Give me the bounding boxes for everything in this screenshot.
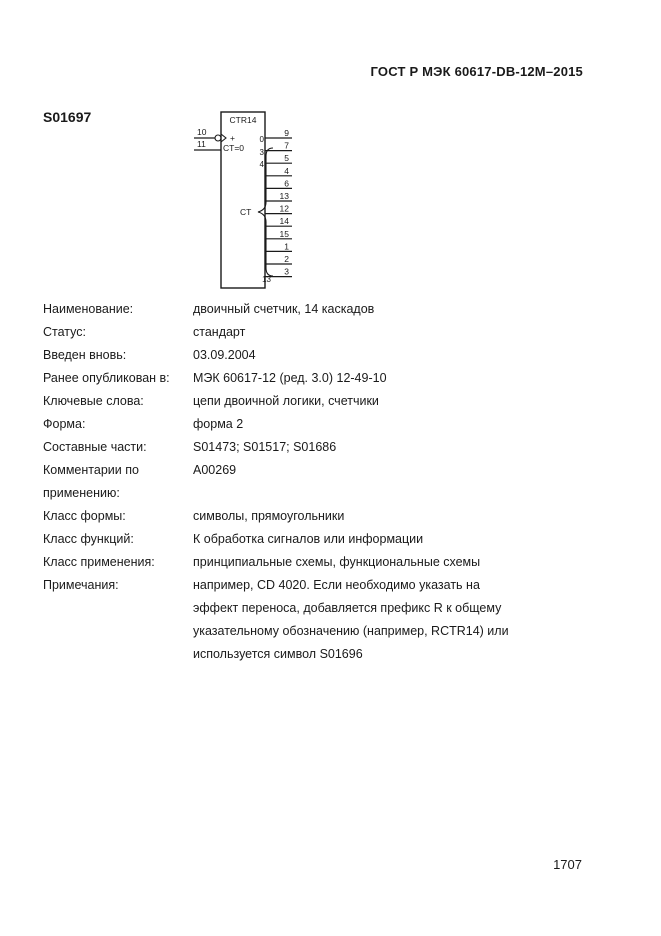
standard-header: ГОСТ Р МЭК 60617-DB-12M–2015 — [370, 64, 583, 79]
property-row — [43, 551, 603, 574]
property-row — [43, 574, 603, 597]
property-value: стандарт — [193, 325, 246, 339]
output-lines — [265, 128, 292, 277]
output-pin-label: 4 — [284, 165, 289, 176]
reset-pin-label: 11 — [197, 139, 206, 149]
symbol-code: S01697 — [43, 109, 92, 125]
output-pin-label: 5 — [284, 153, 289, 164]
output-pin-label: 6 — [284, 178, 289, 189]
output-pin-label: 7 — [284, 140, 289, 151]
property-label: Ранее опубликован в: — [43, 371, 170, 385]
output-pin-label: 1 — [284, 241, 289, 252]
property-row — [43, 528, 603, 551]
property-row — [43, 321, 603, 344]
property-label: Комментарии по — [43, 463, 139, 477]
inner-label-0: 0 — [259, 135, 264, 144]
property-label: Класс применения: — [43, 555, 155, 569]
property-row — [43, 620, 603, 643]
output-pin-label: 9 — [284, 128, 289, 138]
property-row — [43, 643, 603, 666]
inner-label-4: 4 — [259, 160, 264, 169]
property-label: Класс функций: — [43, 532, 134, 546]
clock-pin-label: 10 — [197, 127, 207, 137]
properties-list — [43, 298, 603, 666]
property-value: указательному обозначению (например, RCTR14) или — [193, 624, 509, 638]
output-pin-label: 12 — [279, 203, 289, 214]
property-label: Ключевые слова: — [43, 394, 144, 408]
symbol-title: CTR14 — [229, 115, 257, 125]
output-pin-label: 2 — [284, 254, 289, 264]
property-row — [43, 597, 603, 620]
property-label — [43, 597, 193, 620]
property-label — [43, 643, 193, 666]
property-row — [43, 413, 603, 436]
property-row — [43, 298, 603, 321]
property-label: Составные части: — [43, 440, 147, 454]
output-pin-label: 3 — [284, 266, 289, 277]
property-label: Форма: — [43, 417, 86, 431]
clock-plus-mark: + — [230, 133, 235, 143]
property-value: символы, прямоугольники — [193, 509, 345, 523]
property-row — [43, 344, 603, 367]
symbol-box — [221, 112, 265, 288]
property-value: цепи двоичной логики, счетчики — [193, 394, 379, 408]
property-row — [43, 390, 603, 413]
inner-label-3: 3 — [259, 148, 264, 157]
property-value: например, CD 4020. Если необходимо указать на — [193, 578, 480, 592]
property-row — [43, 436, 603, 459]
output-pin-label: 13 — [279, 191, 289, 201]
inner-label-13: 13 — [262, 275, 271, 284]
counter-symbol — [194, 110, 304, 292]
output-pin-label: 15 — [279, 228, 289, 239]
property-row — [43, 505, 603, 528]
property-label: Класс формы: — [43, 509, 126, 523]
property-label: Наименование: — [43, 302, 134, 316]
property-value: используется символ S01696 — [193, 647, 363, 661]
property-value: S01473; S01517; S01686 — [193, 440, 337, 454]
property-value: МЭК 60617-12 (ред. 3.0) 12-49-10 — [193, 371, 387, 385]
property-label: Введен вновь: — [43, 348, 127, 362]
ct-label: CT — [240, 207, 252, 217]
property-value: форма 2 — [193, 417, 244, 431]
property-label — [43, 620, 193, 643]
property-row — [43, 367, 603, 390]
property-value: эффект переноса, добавляется префикс R к общему — [193, 601, 502, 615]
output-pin-label: 14 — [279, 216, 289, 227]
property-value: A00269 — [193, 463, 237, 477]
property-row — [43, 482, 603, 505]
property-value: 03.09.2004 — [193, 348, 256, 362]
property-value: К обработка сигналов или информации — [193, 532, 424, 546]
property-value: принципиальные схемы, функциональные схемы — [193, 555, 481, 569]
page-number: 1707 — [553, 857, 582, 872]
property-value — [193, 482, 603, 505]
property-value: двоичный счетчик, 14 каскадов — [193, 302, 375, 316]
reset-function-label: CT=0 — [223, 143, 245, 153]
property-label: Примечания: — [43, 578, 119, 592]
property-row — [43, 459, 603, 482]
property-label: применению: — [43, 486, 120, 500]
property-label: Статус: — [43, 325, 86, 339]
